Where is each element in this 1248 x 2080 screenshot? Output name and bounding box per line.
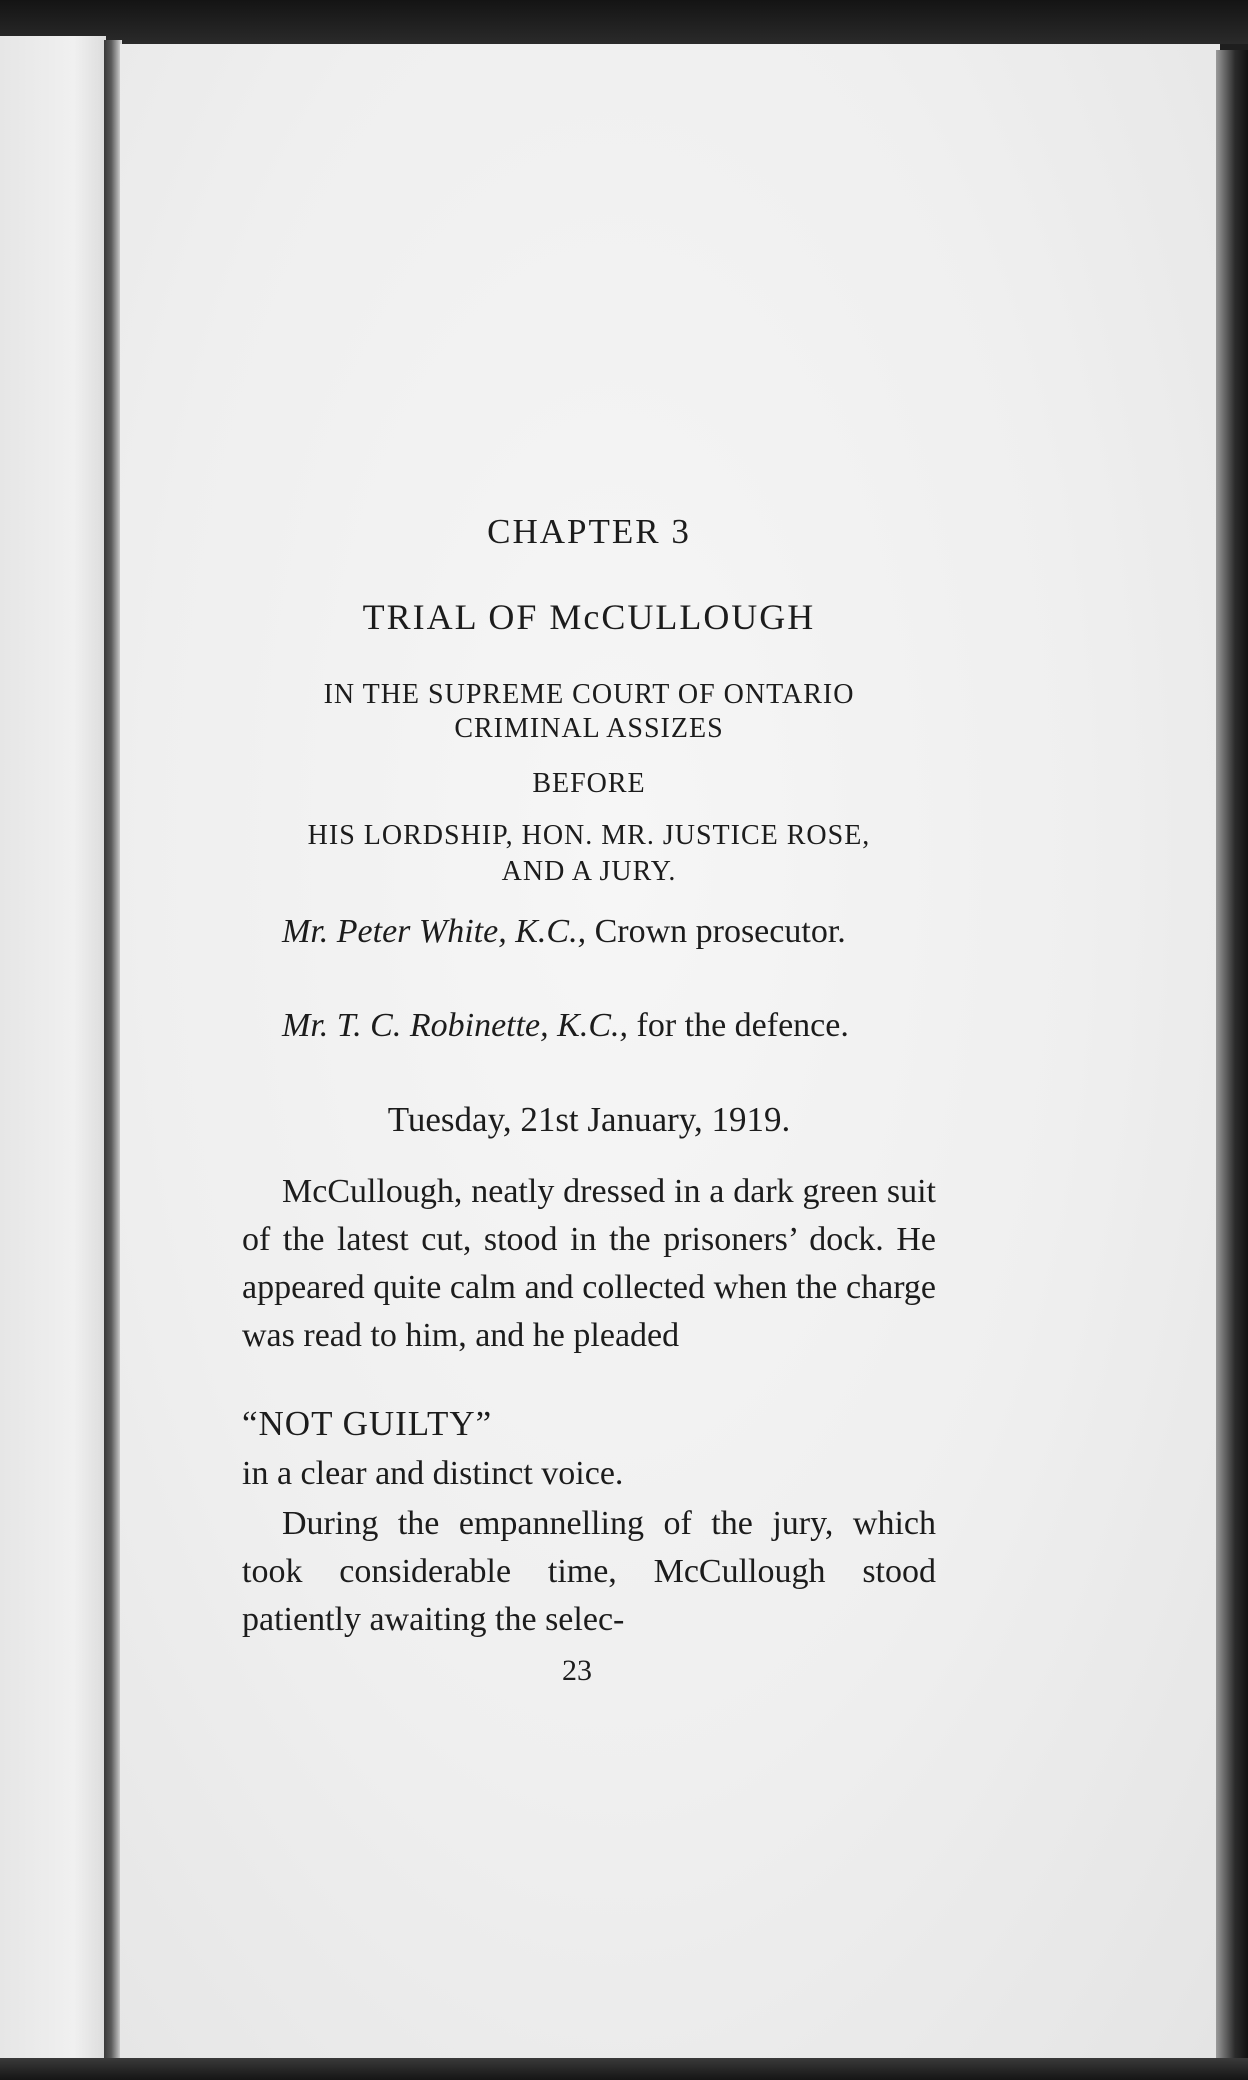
trial-date: Tuesday, 21st January, 1919.: [387, 1100, 791, 1139]
scan-right-border: [1216, 50, 1248, 2080]
body-paragraph: During the empannelling of the jury, which took considerable time, McCullough stood patiently awaiting the selec-: [242, 1505, 936, 1638]
facing-page-edge: [0, 36, 106, 2080]
justice-heading: [242, 818, 936, 890]
counsel-defence-role: for the defence.: [628, 1007, 849, 1044]
court-line-1: IN THE SUPREME COURT OF ONTARIO: [323, 679, 855, 710]
court-heading: [242, 678, 936, 746]
plea-text: “NOT GUILTY”: [242, 1404, 493, 1443]
chapter-heading: CHAPTER 3: [487, 512, 691, 551]
counsel-crown-role: Crown prosecutor.: [586, 913, 846, 950]
court-line-2: CRIMINAL ASSIZES: [454, 713, 724, 744]
justice-line-1: HIS LORDSHIP, HON. MR. JUSTICE ROSE,: [307, 820, 871, 851]
body-paragraph: McCullough, neatly dressed in a dark green suit of the latest cut, stood in the prisoners’ dock. He appeared quite calm and collected when the charge was read to him, and he pleaded: [242, 1173, 936, 1354]
page-number: 23: [562, 1654, 592, 1687]
body-paragraph-continuation: in a clear and distinct voice.: [242, 1455, 624, 1492]
book-page: [120, 44, 1220, 2062]
chapter-title: TRIAL OF McCULLOUGH: [362, 597, 816, 637]
justice-line-2: AND A JURY.: [501, 856, 677, 887]
scan-top-border: [0, 0, 1248, 44]
counsel-defence-name: Mr. T. C. Robinette, K.C.,: [282, 1007, 628, 1044]
counsel-crown: [242, 908, 936, 956]
counsel-defence: [242, 1002, 936, 1050]
counsel-crown-name: Mr. Peter White, K.C.,: [282, 913, 587, 950]
before-heading: BEFORE: [532, 768, 646, 799]
scan-bottom-border: [0, 2058, 1248, 2080]
